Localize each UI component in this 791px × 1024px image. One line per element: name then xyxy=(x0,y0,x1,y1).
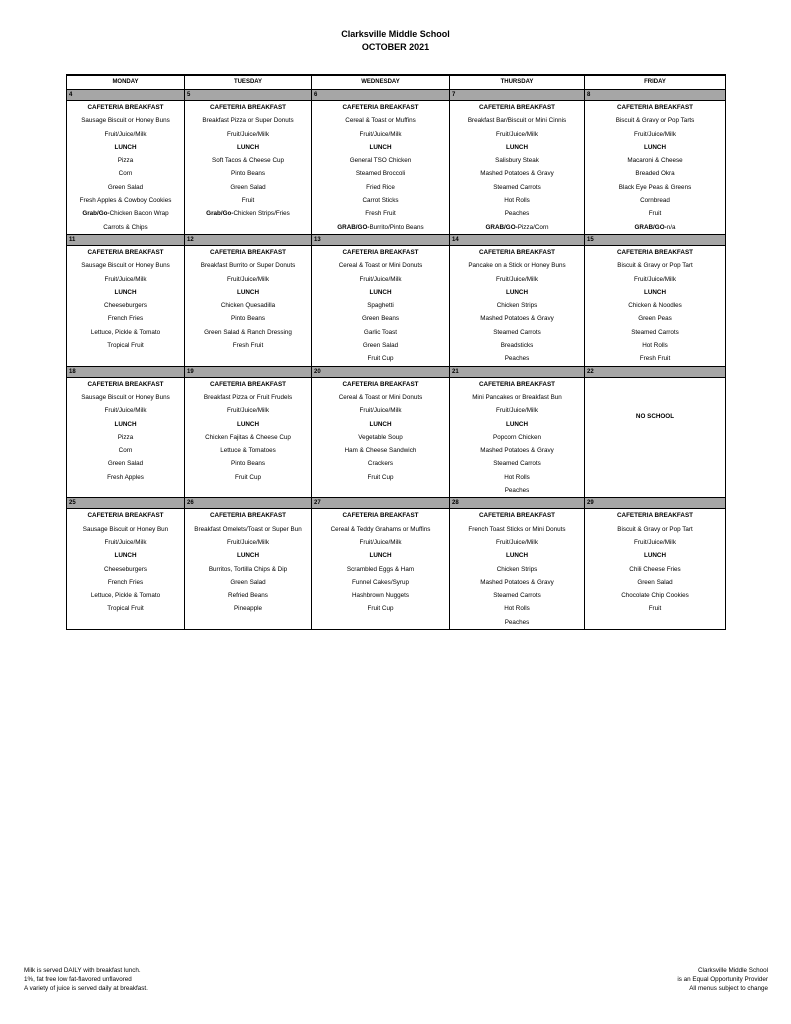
menu-item: Pineapple xyxy=(233,605,262,613)
menu-item: Biscuit & Gravy or Pop Tarts xyxy=(615,117,695,125)
date-row xyxy=(67,234,726,245)
menu-item: Fruit/Juice/Milk xyxy=(496,130,538,138)
menu-item: Green Salad xyxy=(230,578,266,586)
day-menu-cell xyxy=(185,509,312,630)
menu-item: Fruit/Juice/Milk xyxy=(227,538,269,546)
grab-go-item xyxy=(67,207,184,220)
menu-item: Corn xyxy=(118,170,133,178)
day-menu-cell xyxy=(585,101,726,235)
menu-item: Carrot Sticks xyxy=(362,197,399,205)
section-heading: CAFETERIA BREAKFAST xyxy=(209,512,287,520)
menu-item: Scrambled Eggs & Ham xyxy=(346,565,415,573)
menu-item: Fruit Cup xyxy=(367,473,394,481)
menu-item: Peaches xyxy=(504,355,530,363)
menu-item: Fresh Fruit xyxy=(232,342,264,350)
section-heading: CAFETERIA BREAKFAST xyxy=(87,104,164,111)
menu-item: Cornbread xyxy=(640,197,670,205)
grab-go-prefix: GRAB/GO- xyxy=(634,223,667,231)
menu-item: Fruit/Juice/Milk xyxy=(496,538,538,546)
menu-item: Fresh Apples & Cowboy Cookies xyxy=(79,197,172,205)
section-heading: LUNCH xyxy=(236,143,260,151)
menu-item: Steamed Broccoli xyxy=(355,170,406,178)
date-number: 8 xyxy=(585,90,726,101)
section-heading: CAFETERIA BREAKFAST xyxy=(342,248,419,256)
menu-item: Fruit/Juice/Milk xyxy=(227,407,269,415)
section-heading: CAFETERIA BREAKFAST xyxy=(342,104,419,111)
section-heading: LUNCH xyxy=(643,552,667,560)
menu-row xyxy=(67,377,726,498)
menu-item: Sausage Biscuit or Honey Buns xyxy=(81,393,170,401)
menu-item: Mashed Potatoes & Gravy xyxy=(480,170,554,178)
section-heading: LUNCH xyxy=(114,420,137,428)
menu-item: Breakfast Bar/Biscuit or Mini Cinnis xyxy=(467,117,567,125)
menu-item: Pinto Beans xyxy=(231,170,265,178)
date-number: 25 xyxy=(67,498,185,509)
menu-item: Fruit/Juice/Milk xyxy=(104,130,147,138)
day-menu-cell xyxy=(450,245,585,366)
menu-item: Cereal & Toast or Mini Donuts xyxy=(338,393,423,401)
weekday-header-row xyxy=(67,75,726,90)
menu-item: Fresh Fruit xyxy=(639,355,671,363)
date-number: 20 xyxy=(312,366,450,377)
menu-item: Green Salad xyxy=(107,460,144,468)
footer-note: 1%, fat free low fat-flavored unflavored xyxy=(24,976,132,983)
menu-item: Black Eye Peas & Greens xyxy=(618,183,692,191)
menu-item: Cereal & Teddy Grahams or Muffins xyxy=(330,525,431,533)
grab-go-item xyxy=(185,207,311,220)
day-header: TUESDAY xyxy=(185,75,312,90)
menu-item: Fruit/Juice/Milk xyxy=(359,275,402,283)
day-header: FRIDAY xyxy=(585,75,726,90)
date-number: 21 xyxy=(450,366,585,377)
menu-item: French Toast Sticks or Mini Donuts xyxy=(468,525,566,533)
day-menu-cell xyxy=(67,101,185,235)
date-number: 29 xyxy=(585,498,726,509)
grab-go-item xyxy=(312,221,449,234)
day-menu-cell xyxy=(585,377,726,498)
footer-line: Clarksville Middle School xyxy=(698,967,768,974)
month-title: OCTOBER 2021 xyxy=(361,42,430,52)
menu-item: Sausage Biscuit or Honey Bun xyxy=(82,525,169,533)
section-heading: CAFETERIA BREAKFAST xyxy=(209,380,287,388)
grab-go-meal: Chicken Strips/Fries xyxy=(233,210,290,218)
menu-item: Garlic Toast xyxy=(363,328,398,336)
menu-item: Green Salad xyxy=(230,183,266,191)
day-menu-cell xyxy=(585,245,726,366)
date-number: 26 xyxy=(185,498,312,509)
section-heading: CAFETERIA BREAKFAST xyxy=(209,248,287,256)
section-heading: CAFETERIA BREAKFAST xyxy=(87,512,164,520)
menu-item: Cereal & Toast or Muffins xyxy=(345,117,416,125)
section-heading: LUNCH xyxy=(236,288,260,296)
section-heading: LUNCH xyxy=(114,288,137,296)
menu-calendar xyxy=(66,74,726,630)
date-number: 5 xyxy=(185,90,312,101)
date-number: 6 xyxy=(312,90,450,101)
menu-item: Hot Rolls xyxy=(642,342,668,350)
menu-item: Pancake on a Stick or Honey Buns xyxy=(468,262,566,270)
menu-item: Mini Pancakes or Breakfast Bun xyxy=(472,393,562,401)
menu-item: Fried Rice xyxy=(366,183,395,191)
section-heading: LUNCH xyxy=(643,143,667,151)
menu-item: Mashed Potatoes & Gravy xyxy=(480,447,554,455)
menu-item: Fruit xyxy=(241,197,255,205)
menu-item: Corn xyxy=(118,447,133,455)
day-menu-cell xyxy=(67,245,185,366)
footer-line: is an Equal Opportunity Provider xyxy=(677,976,768,983)
menu-item: Pinto Beans xyxy=(231,315,265,323)
menu-item: Pizza xyxy=(117,157,134,165)
menu-item: Ham & Cheese Sandwich xyxy=(344,447,417,455)
menu-item: General TSO Chicken xyxy=(349,157,412,165)
no-school-label: NO SCHOOL xyxy=(635,412,675,420)
grab-go-meal: Chicken Bacon Wrap xyxy=(109,210,169,218)
day-menu-cell xyxy=(67,377,185,498)
menu-item: Vegetable Soup xyxy=(358,433,403,441)
menu-item: Chicken Quesadilla xyxy=(220,302,276,310)
menu-item: Steamed Carrots xyxy=(493,328,541,336)
day-menu-cell xyxy=(185,377,312,498)
grab-go-item xyxy=(585,221,725,234)
day-menu-cell xyxy=(312,101,450,235)
menu-item: Sausage Biscuit or Honey Buns xyxy=(81,117,170,125)
menu-item: Funnel Cakes/Syrup xyxy=(351,578,410,586)
date-number: 19 xyxy=(185,366,312,377)
grab-go-meal: n/a xyxy=(666,223,676,231)
menu-item: Breakfast Pizza or Super Donuts xyxy=(202,117,294,125)
menu-item: Chicken & Noodles xyxy=(628,302,682,310)
section-heading: CAFETERIA BREAKFAST xyxy=(616,248,694,256)
section-heading: LUNCH xyxy=(236,552,260,560)
menu-item: Peaches xyxy=(504,618,530,626)
grab-go-prefix: GRAB/GO- xyxy=(337,223,370,231)
grab-go-meal: Burrito/Pinto Beans xyxy=(369,223,424,231)
menu-item: Lettuce, Pickle & Tomato xyxy=(90,592,161,600)
grab-go-item xyxy=(450,221,584,234)
date-number: 11 xyxy=(67,234,185,245)
school-title: Clarksville Middle School xyxy=(341,29,450,39)
menu-item: Hot Rolls xyxy=(504,605,530,613)
menu-row xyxy=(67,509,726,630)
day-menu-cell xyxy=(450,509,585,630)
date-number: 13 xyxy=(312,234,450,245)
menu-item: Fruit/Juice/Milk xyxy=(359,538,402,546)
menu-item: Chocolate Chip Cookies xyxy=(621,592,689,600)
footer-notes xyxy=(24,966,148,993)
date-row xyxy=(67,366,726,377)
menu-item: Green Salad xyxy=(637,578,673,586)
menu-item: Breadsticks xyxy=(500,342,534,350)
date-number: 18 xyxy=(67,366,185,377)
section-heading: LUNCH xyxy=(369,288,392,296)
menu-item: Crackers xyxy=(367,460,394,468)
day-menu-cell xyxy=(312,509,450,630)
menu-item: Carrots & Chips xyxy=(103,223,148,231)
menu-item: Sausage Biscuit or Honey Buns xyxy=(81,262,170,270)
day-menu-cell xyxy=(67,509,185,630)
footer-line: All menus subject to change xyxy=(689,985,768,992)
menu-item: Fruit/Juice/Milk xyxy=(634,275,676,283)
menu-item: Green Salad & Ranch Dressing xyxy=(204,328,292,336)
menu-item: Popcorn Chicken xyxy=(493,433,541,441)
menu-item: Steamed Carrots xyxy=(493,460,541,468)
date-row xyxy=(67,90,726,101)
grab-go-meal: Pizza/Corn xyxy=(517,223,549,231)
section-heading: CAFETERIA BREAKFAST xyxy=(616,512,694,520)
section-heading: CAFETERIA BREAKFAST xyxy=(478,104,556,111)
grab-go-prefix: GRAB/GO- xyxy=(485,223,518,231)
menu-item: Lettuce & Tomatoes xyxy=(220,447,276,455)
date-row xyxy=(67,498,726,509)
section-heading: LUNCH xyxy=(505,143,529,151)
menu-item: Chicken Fajitas & Cheese Cup xyxy=(205,433,291,441)
menu-item: Steamed Carrots xyxy=(631,328,679,336)
day-menu-cell xyxy=(312,245,450,366)
menu-item: Breakfast Burrito or Super Donuts xyxy=(200,262,296,270)
section-heading: CAFETERIA BREAKFAST xyxy=(87,248,164,256)
menu-item: Steamed Carrots xyxy=(493,592,541,600)
menu-item: Fruit xyxy=(648,210,662,218)
menu-item: Fruit/Juice/Milk xyxy=(634,538,676,546)
menu-item: Cereal & Toast or Mini Donuts xyxy=(338,262,423,270)
menu-item: Fresh Apples xyxy=(107,473,144,481)
menu-item: French Fries xyxy=(107,315,144,323)
menu-item: Fruit Cup xyxy=(367,355,394,363)
menu-item: Fruit/Juice/Milk xyxy=(104,407,147,415)
menu-item: Peaches xyxy=(504,487,530,495)
day-menu-cell xyxy=(450,377,585,498)
menu-item: Soft Tacos & Cheese Cup xyxy=(212,157,284,165)
section-heading: CAFETERIA BREAKFAST xyxy=(478,380,556,388)
menu-item: Green Beans xyxy=(361,315,400,323)
section-heading: LUNCH xyxy=(643,288,667,296)
menu-item: Fruit/Juice/Milk xyxy=(496,275,538,283)
date-number: 7 xyxy=(450,90,585,101)
menu-item: Fruit/Juice/Milk xyxy=(227,275,269,283)
menu-item: Fruit/Juice/Milk xyxy=(227,130,269,138)
day-menu-cell xyxy=(185,245,312,366)
menu-item: Fruit/Juice/Milk xyxy=(359,407,402,415)
date-number: 28 xyxy=(450,498,585,509)
section-heading: LUNCH xyxy=(505,288,529,296)
day-header: MONDAY xyxy=(67,75,185,90)
section-heading: CAFETERIA BREAKFAST xyxy=(342,512,419,520)
section-heading: LUNCH xyxy=(369,143,392,151)
menu-item: Chili Cheese Fries xyxy=(629,565,681,573)
menu-item: Fruit xyxy=(648,605,662,613)
menu-item: Cheeseburgers xyxy=(103,302,148,310)
date-number: 14 xyxy=(450,234,585,245)
section-heading: CAFETERIA BREAKFAST xyxy=(478,248,556,256)
menu-item: Pizza xyxy=(117,433,134,441)
section-heading: LUNCH xyxy=(236,420,260,428)
menu-item: Burritos, Tortilla Chips & Dip xyxy=(208,565,288,573)
date-number: 27 xyxy=(312,498,450,509)
menu-item: Mashed Potatoes & Gravy xyxy=(480,315,554,323)
menu-item: Biscuit & Gravy or Pop Tart xyxy=(617,262,693,270)
menu-item: Steamed Carrots xyxy=(493,183,541,191)
day-menu-cell xyxy=(312,377,450,498)
menu-row xyxy=(67,245,726,366)
menu-item: Spaghetti xyxy=(367,302,394,310)
section-heading: LUNCH xyxy=(369,420,392,428)
menu-item: Breakfast Pizza or Fruit Frudels xyxy=(203,393,293,401)
section-heading: CAFETERIA BREAKFAST xyxy=(87,380,164,388)
section-heading: CAFETERIA BREAKFAST xyxy=(342,380,419,388)
menu-item: French Fries xyxy=(107,578,144,586)
section-heading: CAFETERIA BREAKFAST xyxy=(616,104,694,111)
menu-item: Tropical Fruit xyxy=(107,342,144,350)
section-heading: LUNCH xyxy=(505,552,529,560)
menu-item: Breaded Okra xyxy=(635,170,675,178)
menu-item: Tropical Fruit xyxy=(107,605,144,613)
menu-item: Fruit/Juice/Milk xyxy=(104,538,147,546)
menu-item: Refried Beans xyxy=(228,592,268,600)
menu-item: Green Salad xyxy=(107,183,144,191)
menu-item: Hashbrown Nuggets xyxy=(351,592,410,600)
date-number: 4 xyxy=(67,90,185,101)
menu-item: Cheeseburgers xyxy=(103,565,148,573)
menu-item: Chicken Strips xyxy=(496,565,538,573)
menu-item: Biscuit & Gravy or Pop Tart xyxy=(617,525,693,533)
footer-disclaimer xyxy=(677,966,768,993)
menu-item: Macaroni & Cheese xyxy=(627,157,683,165)
menu-item: Fruit/Juice/Milk xyxy=(634,130,676,138)
section-heading: LUNCH xyxy=(114,143,137,151)
day-menu-cell xyxy=(185,101,312,235)
grab-go-prefix: Grab/Go- xyxy=(82,210,110,218)
menu-item: Salisbury Steak xyxy=(495,157,539,165)
menu-item: Breakfast Omelets/Toast or Super Bun xyxy=(194,525,302,533)
section-heading: LUNCH xyxy=(505,420,529,428)
date-number: 12 xyxy=(185,234,312,245)
day-menu-cell xyxy=(585,509,726,630)
footer-note: Milk is served DAILY with breakfast lunch. xyxy=(24,967,141,974)
menu-item: Chicken Strips xyxy=(496,302,538,310)
footer-note: A variety of juice is served daily at breakfast. xyxy=(24,985,148,992)
grab-go-prefix: Grab/Go- xyxy=(206,210,234,218)
date-number: 22 xyxy=(585,366,726,377)
menu-item: Fruit/Juice/Milk xyxy=(359,130,402,138)
day-header: WEDNESDAY xyxy=(312,75,450,90)
menu-item: Fresh Fruit xyxy=(365,210,396,218)
menu-row xyxy=(67,101,726,235)
menu-item: Pinto Beans xyxy=(231,460,265,468)
day-menu-cell xyxy=(450,101,585,235)
section-heading: CAFETERIA BREAKFAST xyxy=(478,512,556,520)
menu-item: Fruit/Juice/Milk xyxy=(104,275,147,283)
menu-item: Fruit Cup xyxy=(235,473,261,481)
menu-item: Peaches xyxy=(504,210,530,218)
menu-item: Hot Rolls xyxy=(504,197,530,205)
date-number: 15 xyxy=(585,234,726,245)
section-heading: LUNCH xyxy=(114,552,137,560)
menu-item: Lettuce, Pickle & Tomato xyxy=(90,328,161,336)
menu-item: Mashed Potatoes & Gravy xyxy=(480,578,554,586)
menu-item: Green Salad xyxy=(362,342,399,350)
section-heading: LUNCH xyxy=(369,552,392,560)
day-header: THURSDAY xyxy=(450,75,585,90)
menu-item: Fruit Cup xyxy=(367,605,394,613)
section-heading: CAFETERIA BREAKFAST xyxy=(209,104,287,111)
menu-item: Hot Rolls xyxy=(504,473,530,481)
menu-item: Fruit/Juice/Milk xyxy=(496,407,538,415)
menu-item: Green Peas xyxy=(638,315,672,323)
